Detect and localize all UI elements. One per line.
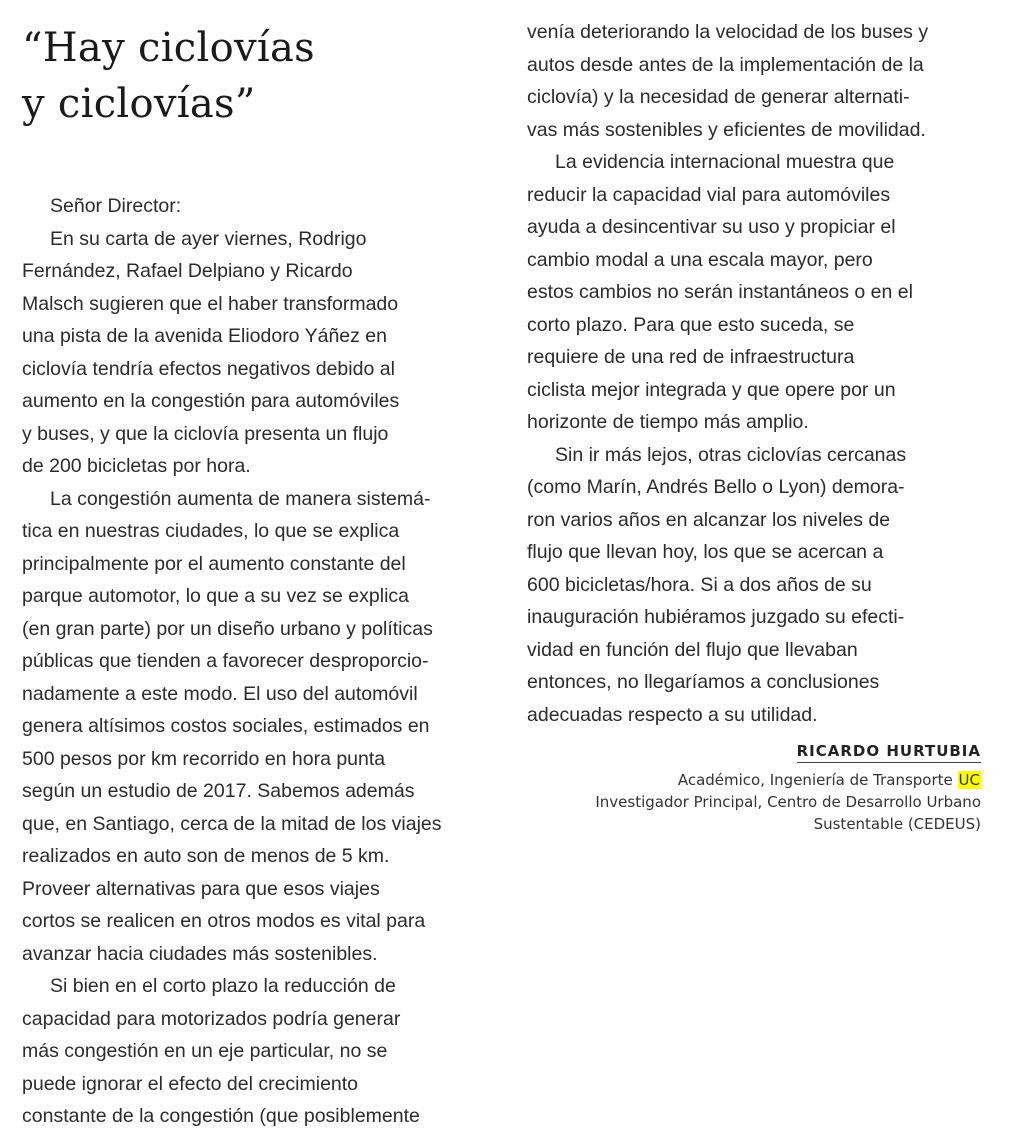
text-line: nadamente a este modo. El uso del automóvil — [22, 682, 418, 705]
text-line: vidad en función del flujo que llevaban — [527, 638, 858, 661]
text-line: flujo que llevan hoy, los que se acercan a — [527, 541, 884, 563]
text-line: más congestión en un eje particular, no se — [22, 1040, 388, 1062]
text-line: tica en nuestras ciudades, lo que se explica — [22, 520, 400, 542]
text-line: entonces, no llegaríamos a conclusiones — [527, 671, 880, 693]
paragraph — [22, 483, 480, 971]
text-line: ciclovía tendría efectos negativos debido al — [22, 357, 395, 380]
left-column — [22, 0, 480, 1133]
text-line: reducir la capacidad vial para automóviles — [527, 183, 891, 206]
text-line: (como Marín, Andrés Bello o Lyon) demora- — [527, 476, 905, 498]
paragraph — [22, 970, 480, 1133]
paragraph — [527, 439, 981, 732]
text-line: estos cambios no serán instantáneos o en el — [527, 281, 913, 303]
headline — [22, 0, 480, 132]
text-line: La evidencia internacional muestra que — [555, 151, 895, 173]
signature-block — [527, 741, 981, 835]
text-line: Proveer alternativas para que esos viajes — [22, 877, 380, 900]
affiliation-text: Académico, Ingeniería de Transporte — [677, 771, 958, 789]
text-line: constante de la congestión (que posiblemente — [22, 1105, 420, 1127]
text-line: venía deteriorando la velocidad de los buses y — [527, 21, 929, 43]
text-line: horizonte de tiempo más amplio. — [527, 411, 809, 433]
text-line: públicas que tienden a favorecer desproporcio- — [22, 650, 429, 672]
right-body — [527, 16, 981, 731]
text-line: puede ignorar el efecto del crecimiento — [22, 1072, 359, 1095]
text-line: parque automotor, lo que a su vez se explica — [22, 585, 409, 607]
text-line: y buses, y que la ciclovía presenta un flujo — [22, 422, 389, 445]
highlighted-text: UC — [958, 771, 980, 789]
text-line: según un estudio de 2017. Sabemos además — [22, 780, 415, 802]
text-line: que, en Santiago, cerca de la mitad de los viajes — [22, 812, 442, 835]
text-line: inauguración hubiéramos juzgado su efecti- — [527, 606, 905, 628]
affiliation-line: Investigador Principal, Centro de Desarrollo Urbano — [595, 793, 981, 811]
text-line: adecuadas respecto a su utilidad. — [527, 703, 818, 726]
paragraph — [22, 223, 480, 483]
paragraph — [527, 16, 981, 146]
text-line: ayuda a desincentivar su uso y propiciar el — [527, 216, 896, 238]
text-line: ron varios años en alcanzar los niveles de — [527, 508, 891, 531]
text-line: vas más sostenibles y eficientes de movilidad. — [527, 118, 926, 141]
affiliation-line — [527, 769, 981, 791]
text-line: ciclovía) y la necesidad de generar alternati- — [527, 86, 910, 108]
text-line: principalmente por el aumento constante del — [22, 552, 406, 575]
text-line: autos desde antes de la implementación de la — [527, 53, 924, 76]
text-line: de 200 bicicletas por hora. — [22, 455, 251, 477]
text-line: Sin ir más lejos, otras ciclovías cercanas — [555, 443, 907, 466]
affiliation — [527, 769, 981, 835]
text-line: Malsch sugieren que el haber transformado — [22, 292, 399, 315]
text-line: corto plazo. Para que esto suceda, se — [527, 313, 855, 336]
text-line: aumento en la congestión para automóviles — [22, 390, 400, 412]
text-line: requiere de una red de infraestructura — [527, 346, 855, 368]
text-line: cortos se realicen en otros modos es vital para — [22, 910, 426, 932]
text-line: una pista de la avenida Eliodoro Yáñez en — [22, 325, 387, 347]
text-line: capacidad para motorizados podría generar — [22, 1007, 401, 1030]
text-line: Si bien en el corto plazo la reducción de — [50, 975, 396, 997]
headline-line: “Hay ciclovías — [22, 25, 315, 71]
headline-line: y ciclovías” — [22, 81, 256, 127]
text-line: La congestión aumenta de manera sistemá- — [50, 487, 431, 510]
text-line: ciclista mejor integrada y que opere por un — [527, 378, 896, 401]
signer-name: RICARDO HURTUBIA — [797, 742, 981, 763]
text-line: 600 bicicletas/hora. Si a dos años de su — [527, 573, 872, 596]
right-column — [527, 0, 981, 835]
salutation: Señor Director: — [50, 195, 182, 217]
paragraph — [527, 146, 981, 439]
text-line: avanzar hacia ciudades más sostenibles. — [22, 942, 378, 965]
text-line: 500 pesos por km recorrido en hora punta — [22, 747, 386, 770]
text-line: (en gran parte) por un diseño urbano y políticas — [22, 617, 433, 640]
text-line: genera altísimos costos sociales, estimados en — [22, 715, 430, 737]
text-line: Fernández, Rafael Delpiano y Ricardo — [22, 260, 353, 282]
text-line: En su carta de ayer viernes, Rodrigo — [50, 227, 367, 250]
text-line: cambio modal a una escala mayor, pero — [527, 248, 873, 271]
text-line: realizados en auto son de menos de 5 km. — [22, 845, 390, 867]
left-body — [22, 190, 480, 1133]
affiliation-line: Sustentable (CEDEUS) — [813, 815, 981, 833]
